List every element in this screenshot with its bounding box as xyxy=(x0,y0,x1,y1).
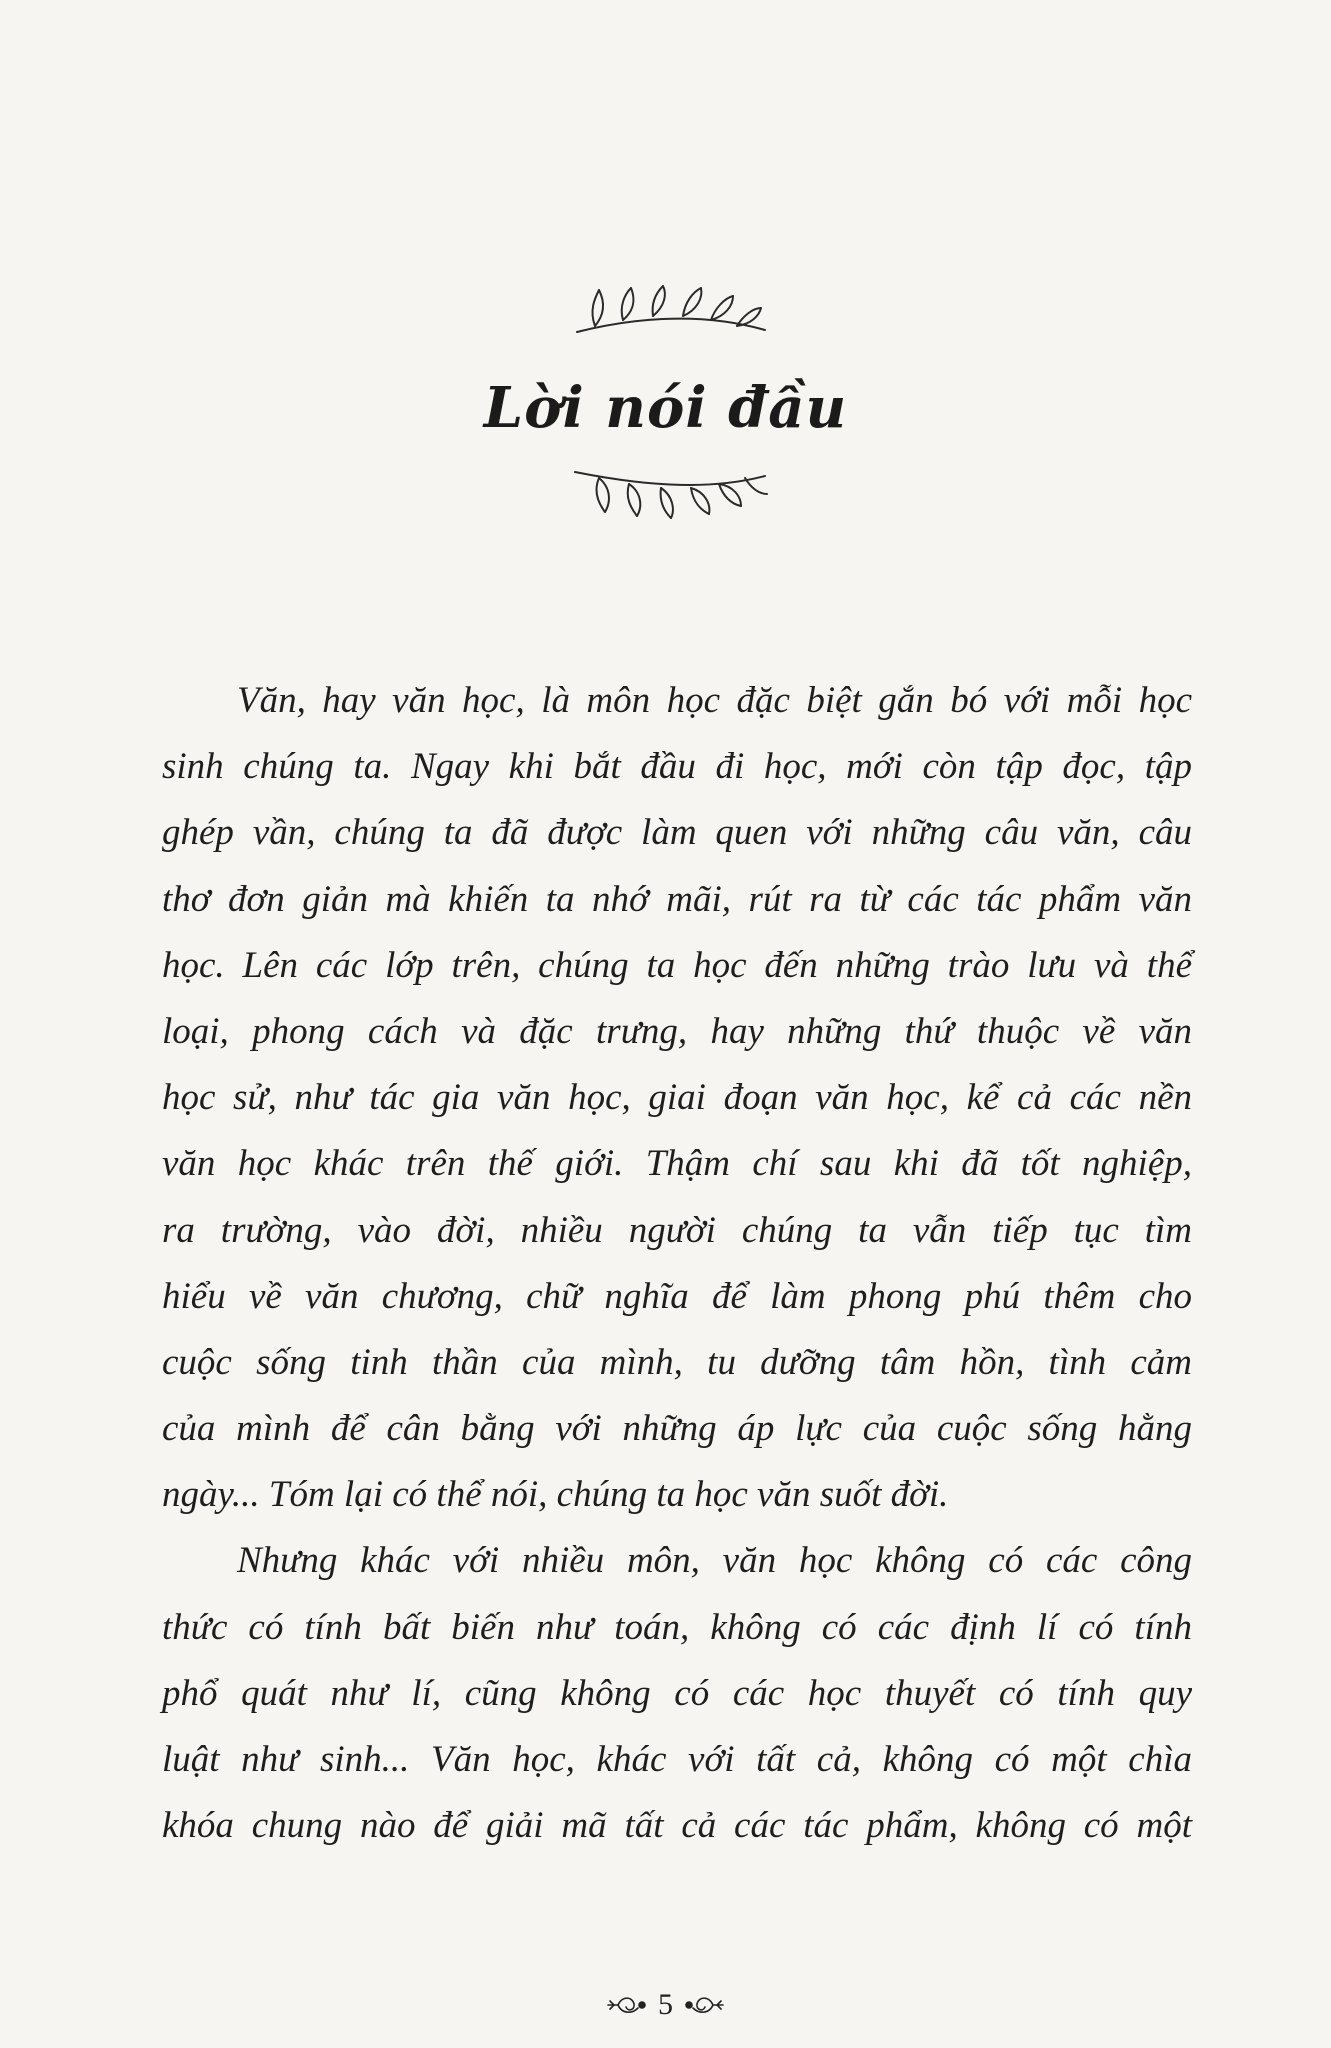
paragraph-1 xyxy=(162,668,1192,1528)
text-line: văn học khác trên thế giới. Thậm chí sau khi đã tốt nghiệp, xyxy=(162,1143,1192,1185)
chapter-title: Lời nói đầu xyxy=(483,375,848,441)
text-line: thức có tính bất biến như toán, không có các định lí có tính xyxy=(162,1606,1192,1648)
text-line: ghép vần, chúng ta đã được làm quen với những câu văn, câu xyxy=(162,812,1192,854)
laurel-branch-icon xyxy=(565,462,775,522)
text-line: học. Lên các lớp trên, chúng ta học đến những trào lưu và thể xyxy=(162,944,1192,986)
text-line: sinh chúng ta. Ngay khi bắt đầu đi học, mới còn tập đọc, tập xyxy=(162,746,1192,788)
text-line: của mình để cân bằng với những áp lực của cuộc sống hằng xyxy=(162,1408,1192,1450)
text-line: khóa chung nào để giải mã tất cả các tác phẩm, không có một xyxy=(162,1805,1192,1847)
text-line: hiểu về văn chương, chữ nghĩa để làm phong phú thêm cho xyxy=(162,1275,1192,1317)
body-text xyxy=(162,668,1192,1859)
page-number: 5 xyxy=(658,1988,673,2021)
text-line: Văn, hay văn học, là môn học đặc biệt gắn bó với mỗi học xyxy=(237,680,1192,721)
text-line: phổ quát như lí, cũng không có các học thuyết có tính quy xyxy=(162,1672,1192,1714)
laurel-branch-icon xyxy=(565,280,775,340)
page-footer xyxy=(0,1982,1331,2028)
flourish-icon xyxy=(604,1992,650,2018)
text-line: luật như sinh... Văn học, khác với tất cả, không có một chìa xyxy=(162,1739,1192,1780)
text-line: học sử, như tác gia văn học, giai đoạn văn học, kể cả các nền xyxy=(162,1077,1192,1119)
text-line: cuộc sống tinh thần của mình, tu dưỡng tâm hồn, tình cảm xyxy=(162,1341,1192,1383)
text-line: ra trường, vào đời, nhiều người chúng ta vẫn tiếp tục tìm xyxy=(162,1209,1192,1251)
text-line: Nhưng khác với nhiều môn, văn học không có các công xyxy=(237,1540,1192,1582)
text-line: loại, phong cách và đặc trưng, hay những thứ thuộc về văn xyxy=(162,1010,1192,1052)
text-line: thơ đơn giản mà khiến ta nhớ mãi, rút ra từ các tác phẩm văn xyxy=(162,878,1192,920)
paragraph-2 xyxy=(162,1528,1192,1859)
flourish-icon xyxy=(681,1992,727,2018)
text-line: ngày... Tóm lại có thể nói, chúng ta học văn suốt đời. xyxy=(162,1474,949,1516)
